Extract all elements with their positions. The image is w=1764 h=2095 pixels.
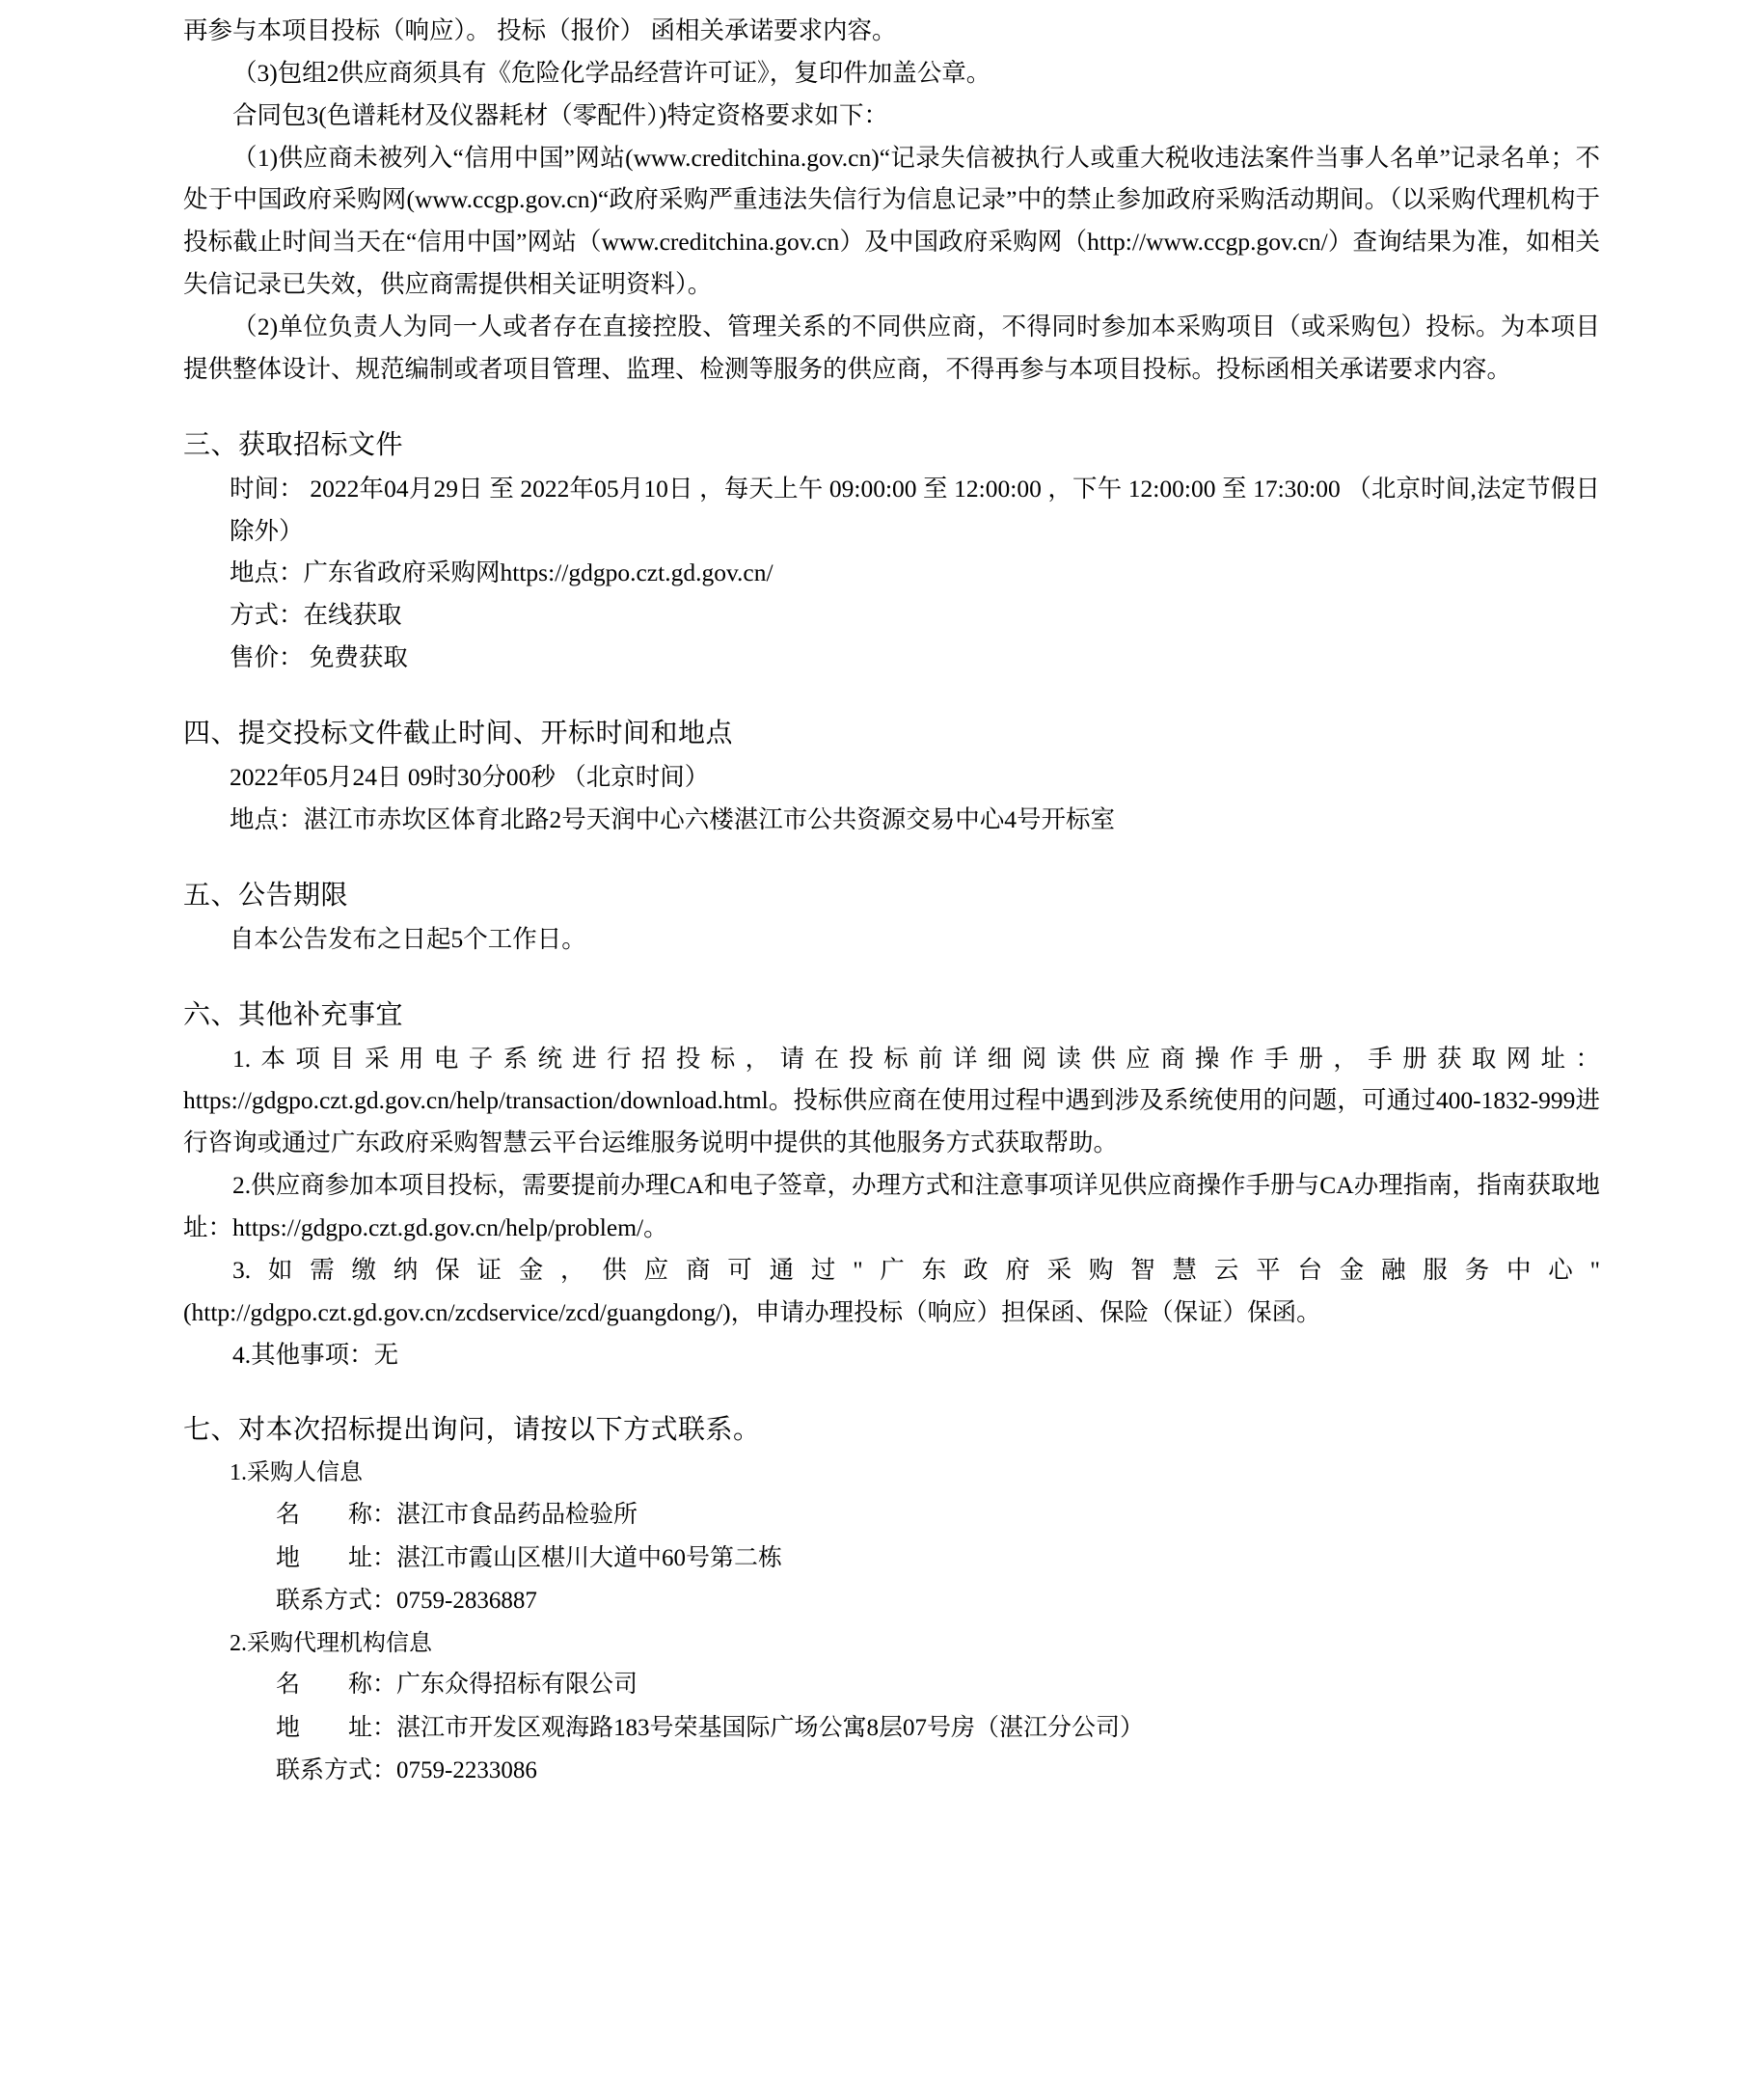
contact-value: 广东众得招标有限公司 <box>396 1672 638 1699</box>
section-heading-seven: 七、对本次招标提出询问，请按以下方式联系。 <box>183 1415 761 1446</box>
section-heading-four: 四、提交投标文件截止时间、开标时间和地点 <box>183 719 734 749</box>
contact-row-agency-name <box>183 1664 1600 1707</box>
contact-group-title-purchaser: 1.采购人信息 <box>230 1460 363 1486</box>
paragraph-affiliation-rule: （2)单位负责人为同一人或者存在直接控股、管理关系的不同供应商，不得同时参加本采购项目（或采购包）投标。为本项目提供整体设计、规范编制或者项目管理、监理、检测等服务的供应商，不得再参与本项目投标。投标函相关承诺要求内容。 <box>183 313 1600 383</box>
acquire-method-line: 方式：在线获取 <box>230 601 402 630</box>
contact-row-agency-phone <box>183 1750 1600 1793</box>
section-heading-six: 六、其他补充事宜 <box>183 999 404 1030</box>
contact-row-purchaser-name <box>183 1494 1600 1537</box>
contact-row-purchaser-address <box>183 1537 1600 1581</box>
contact-label: 名 称： <box>276 1672 397 1699</box>
section-heading-five: 五、公告期限 <box>183 880 349 911</box>
contact-value: 湛江市开发区观海路183号荣基国际广场公寓8层07号房（湛江分公司） <box>396 1714 1145 1741</box>
supplement-item-4: 4.其他事项：无 <box>232 1340 399 1369</box>
contact-value: 湛江市霞山区椹川大道中60号第二栋 <box>396 1544 783 1571</box>
contact-value: 湛江市食品药品检验所 <box>396 1502 638 1529</box>
contact-label: 地 址： <box>276 1714 397 1741</box>
contact-value: 0759-2233086 <box>396 1757 537 1784</box>
supplement-item-1: 1.本项目采用电子系统进行招投标，请在投标前详细阅读供应商操作手册，手册获取网址：https://gdgpo.czt.gd.gov.cn/help/transaction/download.html。投标供应商在使用过程中遇到涉及系统使用的问题，可通过400-1832-999进行咨询或通过广东政府采购智慧云平台运维服务说明中提供的其他服务方式获取帮助。 <box>183 1044 1600 1157</box>
contact-label: 联系方式： <box>276 1588 397 1615</box>
supplement-item-2: 2.供应商参加本项目投标，需要提前办理CA和电子签章，办理方式和注意事项详见供应商操作手册与CA办理指南，指南获取地址：https://gdgpo.czt.gd.gov.cn/help/problem/。 <box>183 1171 1600 1242</box>
contact-row-agency-address <box>183 1707 1600 1751</box>
bid-opening-place-line: 地点：湛江市赤坎区体育北路2号天润中心六楼湛江市公共资源交易中心4号开标室 <box>230 804 1116 833</box>
contact-row-purchaser-phone <box>183 1580 1600 1623</box>
paragraph-credit-check: （1)供应商未被列入“信用中国”网站(www.creditchina.gov.cn)“记录失信被执行人或重大税收违法案件当事人名单”记录名单；不处于中国政府采购网(www.ccgp.gov.cn)“政府采购严重违法失信行为信息记录”中的禁止参加政府采购活动期间。（以采购代理机构于投标截止时间当天在“信用中国”网站（www.creditchina.gov.cn）及中国政府采购网（http://www.ccgp.gov.cn/）查询结果为准，如相关失信记录已失效，供应商需提供相关证明资料）。 <box>183 143 1600 299</box>
contact-label: 地 址： <box>276 1544 397 1571</box>
supplement-item-3: 3.如需缴纳保证金，供应商可通过"广东政府采购智慧云平台金融服务中心"(http://gdgpo.czt.gd.gov.cn/zcdservice/zcd/guangdong/)，申请办理投标（响应）担保函、保险（保证）保函。 <box>183 1255 1600 1326</box>
section-heading-three: 三、获取招标文件 <box>183 429 404 460</box>
acquire-time-line: 时间： 2022年04月29日 至 2022年05月10日 ，每天上午 09:00:00 至 12:00:00 ，下午 12:00:00 至 17:30:00 （北京时间,法定节假日除外） <box>230 474 1600 545</box>
acquire-place-line: 地点：广东省政府采购网https://gdgpo.czt.gd.gov.cn/ <box>230 558 773 587</box>
paragraph-package3-intro: 合同包3(色谱耗材及仪器耗材（零配件）)特定资格要求如下： <box>232 100 888 129</box>
announcement-period-line: 自本公告发布之日起5个工作日。 <box>230 924 586 953</box>
paragraph-package2-requirement: （3)包组2供应商须具有《危险化学品经营许可证》，复印件加盖公章。 <box>232 58 991 87</box>
bid-deadline-line: 2022年05月24日 09时30分00秒 （北京时间） <box>230 763 710 792</box>
paragraph-continuation: 再参与本项目投标（响应）。 投标（报价） 函相关承诺要求内容。 <box>183 16 897 44</box>
contact-value: 0759-2836887 <box>396 1588 537 1615</box>
contact-label: 联系方式： <box>276 1757 397 1784</box>
contact-group-title-agency: 2.采购代理机构信息 <box>230 1630 432 1656</box>
acquire-price-line: 售价： 免费获取 <box>230 643 408 672</box>
contact-label: 名 称： <box>276 1502 397 1529</box>
